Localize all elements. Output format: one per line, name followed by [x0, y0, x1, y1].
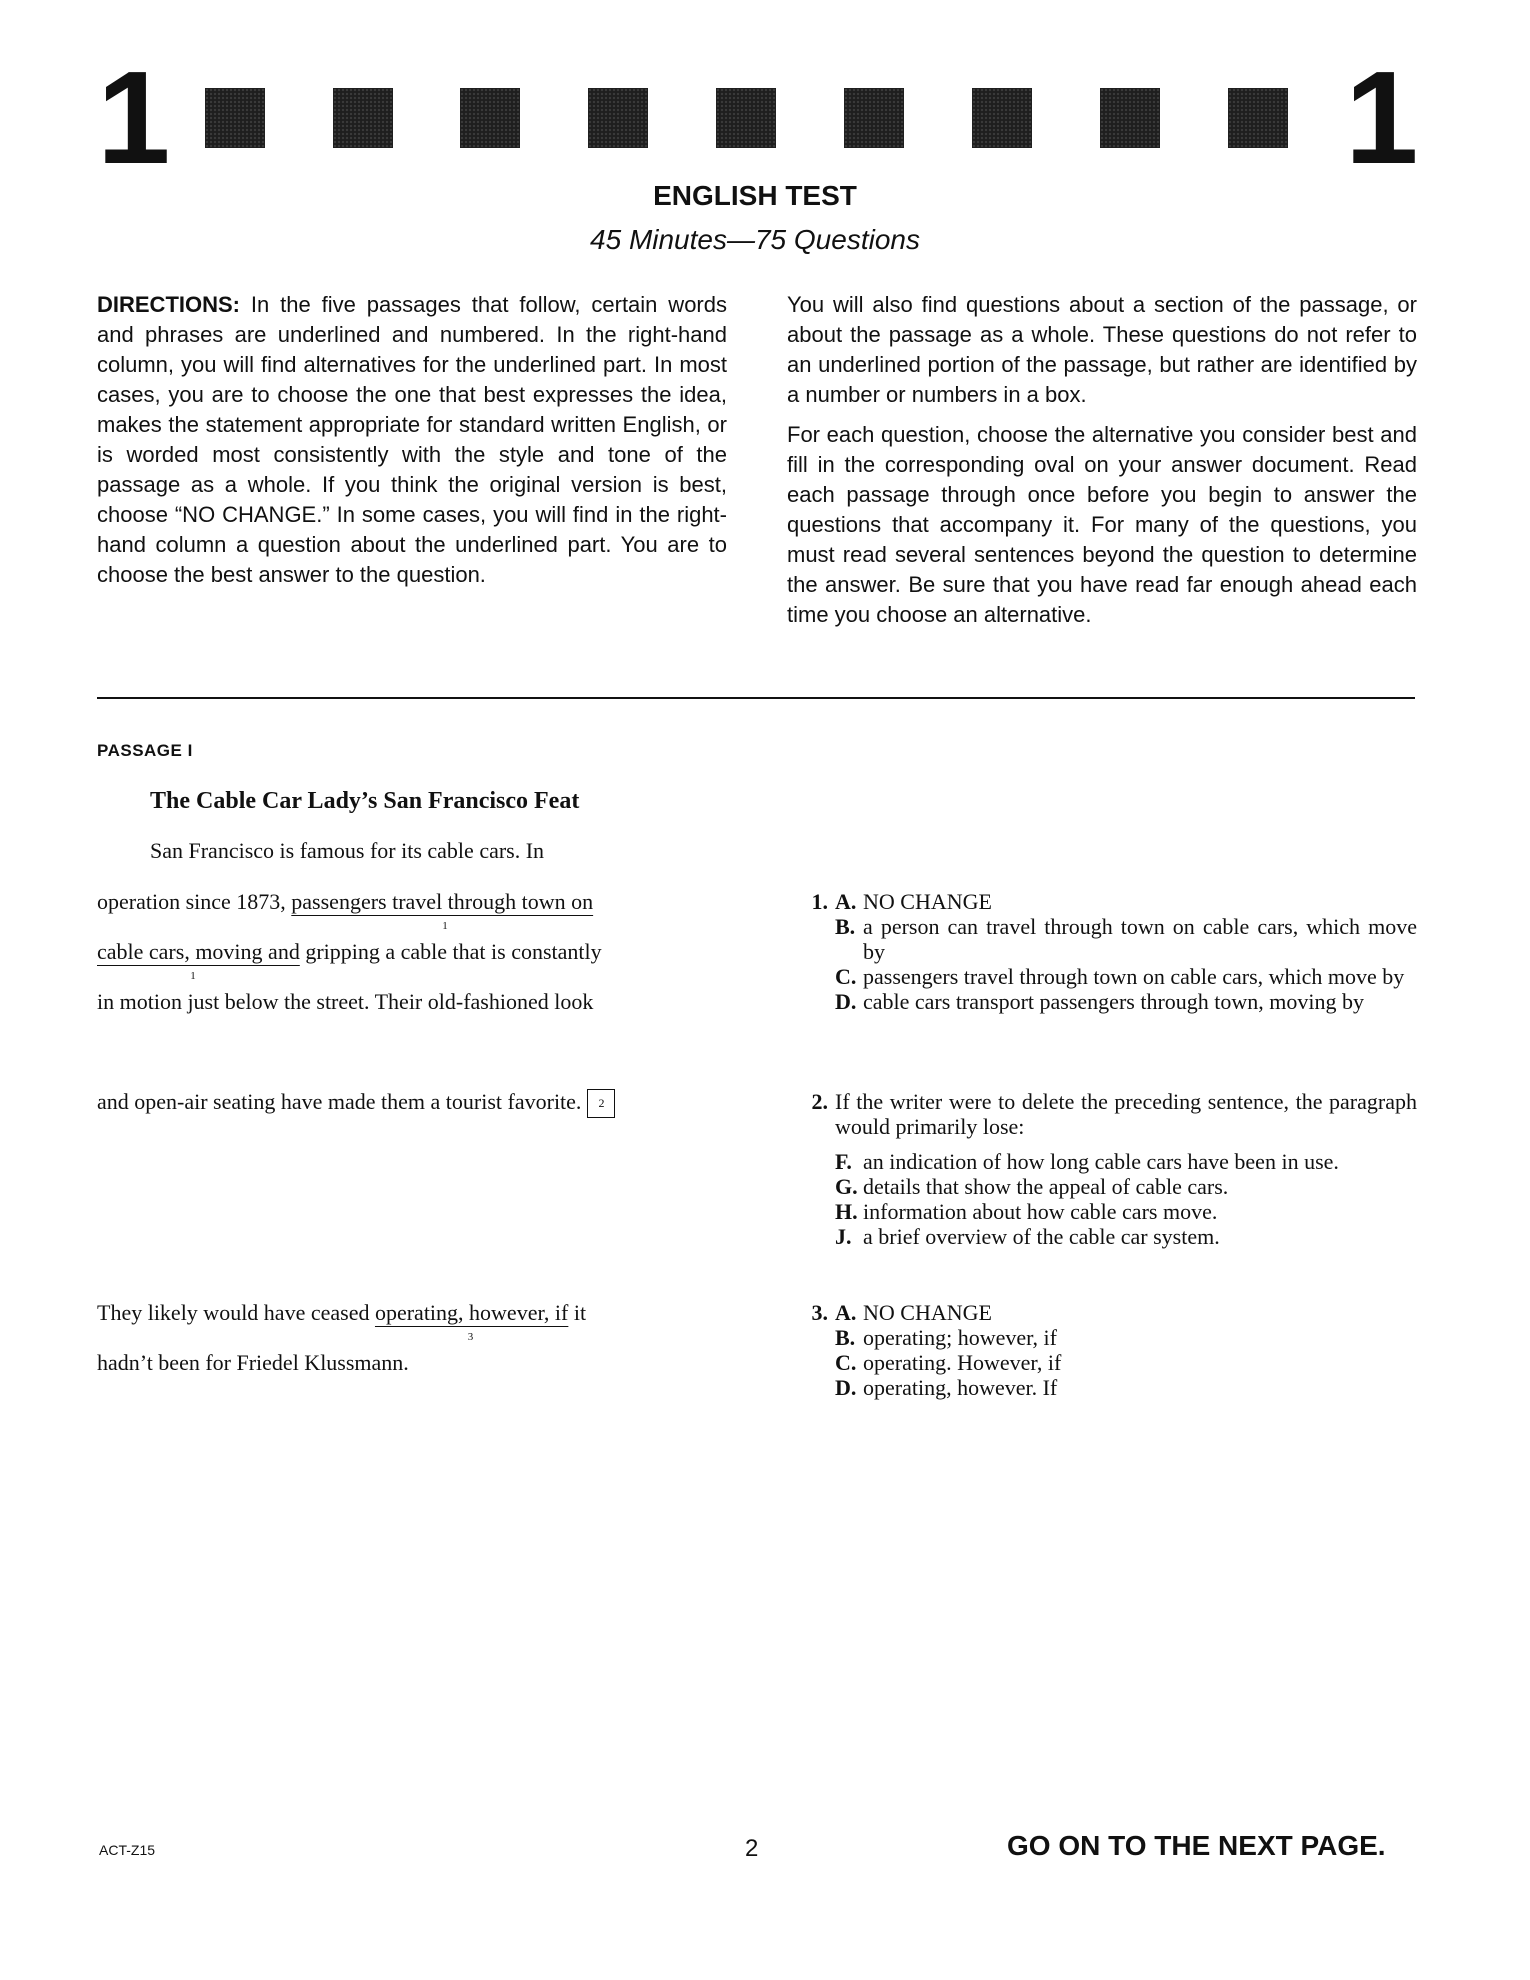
option-text: cable cars transport passengers through town, moving by: [863, 989, 1364, 1014]
underline-number: 1: [442, 920, 448, 932]
underline-number: 1: [190, 970, 196, 982]
passage-line-text: it: [568, 1300, 587, 1325]
page-number: 2: [745, 1835, 759, 1862]
option-text: operating; however, if: [863, 1325, 1057, 1350]
option-text: operating. However, if: [863, 1350, 1062, 1375]
test-title: ENGLISH TEST: [653, 180, 857, 211]
header-block: [716, 88, 776, 148]
form-code: ACT-Z15: [99, 1842, 156, 1858]
directions-right-paragraph-2: For each question, choose the alternative you consider best and fill in the corresponding oval on your answer document. Read each passage through once before you begin to answer the questions that accompany it. For many of the questions, you must read several sentences beyond the question to determine the answer. Be sure that you have read far enough ahead each time you choose an alternative.: [787, 422, 1417, 627]
answer-option[interactable]: [835, 1149, 1417, 1174]
passage-line-text: operation since 1873,: [97, 889, 292, 914]
passage-line-text: hadn’t been for Friedel Klussmann.: [97, 1350, 409, 1375]
question-number: 2.: [811, 1089, 828, 1114]
answer-option[interactable]: [835, 1199, 1417, 1224]
passage-line-text: gripping a cable that is constantly: [299, 939, 602, 964]
directions-left-column: [97, 290, 727, 600]
option-text: information about how cable cars move.: [863, 1199, 1218, 1224]
passage-line-text: in motion just below the street. Their old-fashioned look: [97, 989, 594, 1014]
test-subtitle: 45 Minutes—75 Questions: [590, 224, 920, 255]
option-letter: B.: [835, 914, 856, 939]
passage-title: The Cable Car Lady’s San Francisco Feat: [150, 788, 580, 814]
section-divider: [97, 697, 1415, 699]
option-text: NO CHANGE: [863, 1300, 992, 1325]
option-letter: H.: [835, 1199, 858, 1224]
option-letter: A.: [835, 889, 857, 914]
option-text: NO CHANGE: [863, 889, 992, 914]
underline-number: 3: [467, 1331, 474, 1343]
option-letter: D.: [835, 989, 857, 1014]
answer-option[interactable]: [835, 989, 1417, 1014]
option-text: an indication of how long cable cars have been in use.: [863, 1149, 1339, 1174]
option-letter: J.: [835, 1224, 852, 1249]
answer-option[interactable]: [793, 1300, 1417, 1325]
underlined-segment-1a: passengers travel through town on: [291, 889, 594, 914]
header-block: [972, 88, 1032, 148]
directions-left-text: In the five passages that follow, certain words and phrases are underlined and numbered. In the right-hand column, you will find alternatives for the underlined part. In most cases, you are to choose the one that best expresses the idea, makes the statement appropriate for standard written English, or is worded most consistently with the style and tone of the passage as a whole. If you think the original version is best, choose “NO CHANGE.” In some cases, you will find in the right-hand column a question about the underlined part. You are to choose the best answer to the question.: [97, 292, 727, 587]
question-stem: [793, 1089, 1417, 1139]
header-block-row: [205, 88, 1292, 148]
passage-line: [97, 889, 594, 932]
passage-line: [97, 989, 593, 1015]
section-number-left: 1: [97, 44, 167, 191]
header-block: [205, 88, 265, 148]
question-2: [793, 1089, 1417, 1249]
passage-line: [97, 939, 602, 982]
answer-option[interactable]: [835, 1174, 1417, 1199]
answer-option[interactable]: [793, 889, 1417, 914]
question-1: [793, 889, 1417, 1014]
option-letter: B.: [835, 1325, 856, 1350]
underlined-segment-3: operating, however, if: [374, 1300, 569, 1325]
answer-option[interactable]: [835, 1350, 1417, 1375]
passage-line: [97, 1350, 409, 1376]
passage-line: [97, 1300, 587, 1343]
option-letter: C.: [835, 1350, 857, 1375]
question-3: [793, 1300, 1417, 1400]
header-block: [844, 88, 904, 148]
question-box: 2: [587, 1089, 615, 1118]
option-text: a brief overview of the cable car system.: [863, 1224, 1220, 1249]
header-block: [588, 88, 648, 148]
answer-option[interactable]: [835, 1325, 1417, 1350]
underlined-segment-1b: cable cars, moving and: [97, 939, 300, 964]
option-text: passengers travel through town on cable cars, which move by: [863, 964, 1405, 989]
header-block: [333, 88, 393, 148]
option-text: operating, however. If: [863, 1375, 1058, 1400]
passage-line-text: and open-air seating have made them a tourist favorite.: [97, 1089, 582, 1114]
answer-option[interactable]: [835, 964, 1417, 989]
passage-line: [150, 838, 544, 864]
header-block: [1228, 88, 1288, 148]
passage-line: [97, 1089, 615, 1118]
next-page-notice: GO ON TO THE NEXT PAGE.: [1007, 1830, 1386, 1861]
passage-line-text: San Francisco is famous for its cable cars. In: [150, 838, 545, 863]
option-letter: F.: [835, 1149, 852, 1174]
option-text: a person can travel through town on cable cars, which move by: [863, 914, 1417, 964]
question-number: 1.: [811, 889, 828, 914]
passage-label: PASSAGE I: [97, 741, 193, 760]
question-number: 3.: [811, 1300, 828, 1325]
option-letter: A.: [835, 1300, 857, 1325]
section-number-right: 1: [1345, 44, 1415, 191]
option-letter: C.: [835, 964, 857, 989]
answer-option[interactable]: [835, 1375, 1417, 1400]
question-stem-text: If the writer were to delete the preceding sentence, the paragraph would primarily lose:: [835, 1089, 1417, 1139]
passage-line-text: They likely would have ceased: [97, 1300, 375, 1325]
option-letter: D.: [835, 1375, 857, 1400]
answer-option[interactable]: [835, 914, 1417, 964]
answer-option[interactable]: [835, 1224, 1417, 1249]
header-block: [460, 88, 520, 148]
option-text: details that show the appeal of cable cars.: [863, 1174, 1229, 1199]
directions-right-column: [787, 290, 1417, 640]
header-block: [1100, 88, 1160, 148]
directions-right-paragraph-1: You will also find questions about a section of the passage, or about the passage as a whole. These questions do not refer to an underlined portion of the passage, but rather are identified by a number or numbers in a box.: [787, 292, 1417, 407]
option-letter: G.: [835, 1174, 858, 1199]
directions-label: DIRECTIONS:: [97, 292, 240, 317]
